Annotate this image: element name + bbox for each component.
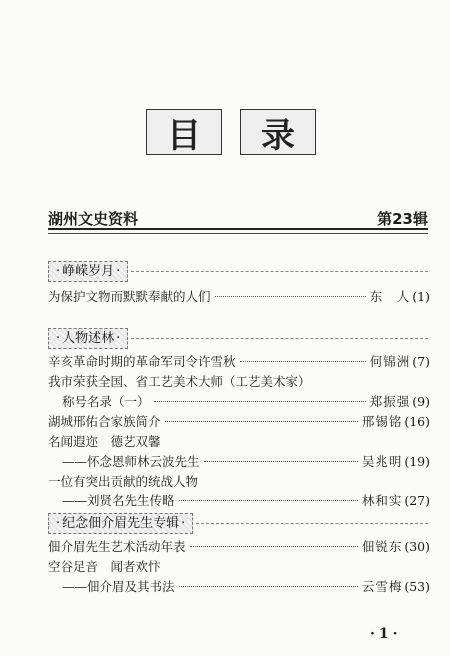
entry-title: 我市荣获全国、省工艺美术大师（工艺美术家）: [48, 374, 311, 389]
toc-entry[interactable]: [48, 352, 430, 372]
section-header: [48, 261, 428, 282]
title-char-1: 目: [167, 115, 201, 156]
dot-leader: [154, 401, 366, 402]
section-header: [48, 328, 428, 349]
entry-title: 称号名录（一）: [62, 394, 150, 409]
entry-author: 林和实: [361, 493, 403, 508]
entry-title: 为保护文物而默默奉献的人们: [48, 289, 211, 304]
title-char-box-2: [240, 109, 316, 155]
toc-entry-heading-line: [48, 372, 430, 392]
entry-page: (16): [404, 414, 430, 429]
title-char-box-1: [146, 109, 222, 155]
entry-title: 一位有突出贡献的统战人物: [48, 474, 199, 489]
toc-entry-heading-line: [48, 432, 430, 452]
entry-author: 云雪梅: [361, 579, 403, 594]
header-rule-thin: [48, 233, 428, 234]
toc-entry[interactable]: [62, 491, 430, 511]
dot-leader: [165, 421, 358, 422]
dot-leader: [190, 546, 358, 547]
dot-leader: [240, 361, 366, 362]
entry-page: (7): [412, 354, 430, 369]
entry-page: (9): [412, 394, 430, 409]
dot-leader: [179, 500, 358, 501]
section-label: · 纪念佃介眉先生专辑 ·: [48, 513, 193, 534]
dot-leader: [204, 461, 358, 462]
toc-entry[interactable]: [62, 577, 430, 597]
dot-leader: [179, 586, 358, 587]
toc-entry-heading-line: [48, 557, 430, 577]
toc-entry[interactable]: [48, 287, 430, 307]
section-divider: [131, 338, 428, 339]
entry-author: 何锦洲: [369, 354, 411, 369]
section-label: · 人物述林 ·: [48, 328, 128, 349]
toc-entry[interactable]: [48, 537, 430, 557]
entry-author: 郑振强: [369, 394, 411, 409]
header-rule-thick: [48, 228, 428, 230]
entry-title: 名闻遐迩 德艺双馨: [48, 434, 161, 449]
section-label: · 峥嵘岁月 ·: [48, 261, 128, 282]
entry-page: (27): [404, 493, 430, 508]
section-divider: [196, 523, 428, 524]
entry-author: 吴兆明: [361, 454, 403, 469]
entry-author: 佃锐东: [361, 539, 403, 554]
publication-header: [48, 208, 428, 229]
entry-title: 佃介眉先生艺术活动年表: [48, 539, 186, 554]
page-number: ·1·: [370, 626, 402, 642]
entry-title: ——佃介眉及其书法: [62, 579, 175, 594]
issue-number: 第23辑: [377, 210, 428, 228]
entry-author: 东 人: [369, 289, 411, 304]
title-char-2: 录: [261, 115, 295, 156]
dot-leader: [215, 296, 366, 297]
toc-entry[interactable]: [62, 392, 430, 412]
entry-page: (53): [404, 579, 430, 594]
entry-page: (30): [404, 539, 430, 554]
publication-name: 湖州文史资料: [48, 210, 139, 228]
toc-entry[interactable]: [48, 412, 430, 432]
section-divider: [131, 271, 428, 272]
entry-title: 湖城邢佑合家族简介: [48, 414, 161, 429]
toc-entry[interactable]: [62, 452, 430, 472]
entry-title: 空谷足音 闻者欢忭: [48, 559, 161, 574]
entry-page: (19): [404, 454, 430, 469]
entry-title: 辛亥革命时期的革命军司令许雪秋: [48, 354, 236, 369]
section-header: [48, 513, 428, 534]
toc-entry-heading-line: [48, 472, 430, 492]
entry-title: ——刘贤名先生传略: [62, 493, 175, 508]
entry-page: (1): [412, 289, 430, 304]
entry-author: 邢锡铭: [361, 414, 403, 429]
entry-title: ——怀念恩师林云波先生: [62, 454, 200, 469]
